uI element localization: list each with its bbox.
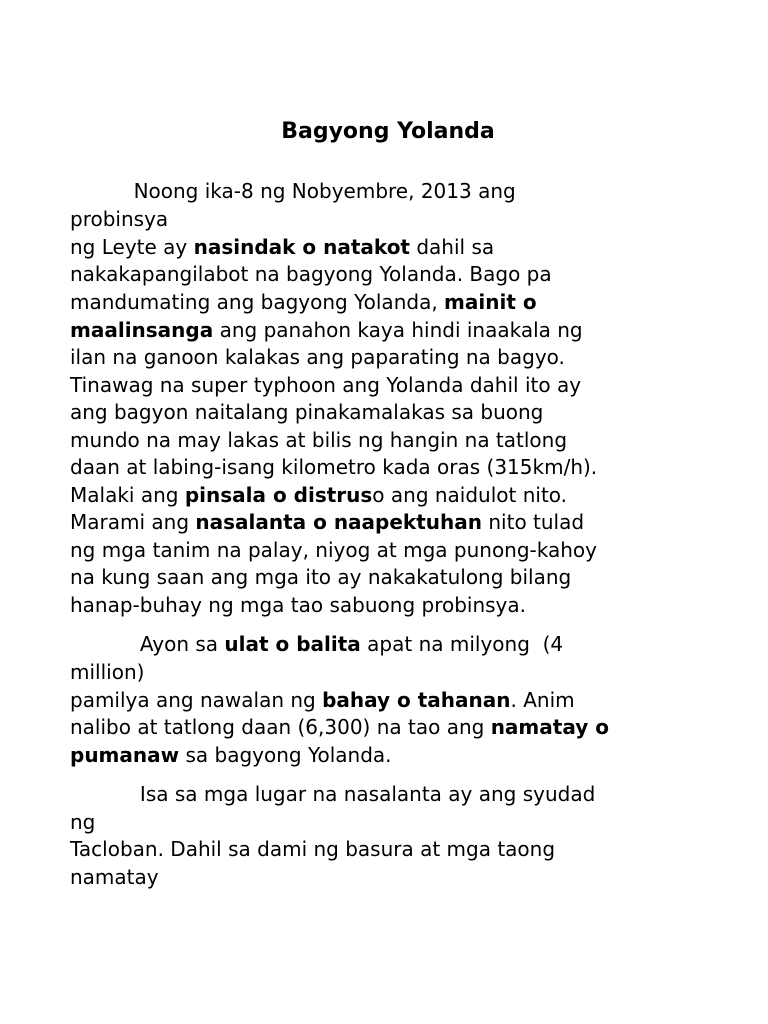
- bold-phrase: maalinsanga: [70, 318, 214, 342]
- bold-phrase: mainit o: [444, 290, 537, 314]
- text-line: [70, 343, 565, 371]
- text-run: sa bagyong Yolanda.: [179, 743, 392, 767]
- text-run: namatay: [70, 865, 159, 889]
- text-line: [70, 780, 595, 808]
- bold-phrase: pumanaw: [70, 743, 180, 767]
- text-run: ang bagyon naitalang pinakamalakas sa buong: [70, 400, 544, 424]
- text-run: Isa sa mga lugar na nasalanta ay ang syudad: [70, 782, 596, 806]
- text-line: [70, 371, 581, 399]
- text-line: [70, 288, 537, 316]
- text-run: daan at labing-isang kilometro kada oras (315km/h).: [70, 455, 598, 479]
- text-line: [70, 398, 543, 426]
- text-line: [70, 591, 526, 619]
- text-line: [70, 205, 168, 233]
- bold-phrase: namatay o: [490, 715, 609, 739]
- text-run: . Anim: [510, 688, 575, 712]
- text-line: [70, 686, 575, 714]
- bold-phrase: nasalanta o naapektuhan: [195, 510, 483, 534]
- bold-phrase: ulat o balita: [224, 632, 361, 656]
- text-line: [70, 713, 609, 741]
- text-line: [70, 835, 555, 863]
- text-run: hanap-buhay ng mga tao sabuong probinsya.: [70, 593, 527, 617]
- text-run: na kung saan ang mga ito ay nakakatulong bilang: [70, 565, 572, 589]
- text-line: [70, 563, 571, 591]
- text-run: mandumating ang bagyong Yolanda,: [70, 290, 445, 314]
- text-run: Tinawag na super typhoon ang Yolanda dahil ito ay: [70, 373, 582, 397]
- text-run: dahil sa: [410, 235, 495, 259]
- text-line: [70, 630, 563, 658]
- text-run: pamilya ang nawalan ng: [70, 688, 323, 712]
- text-run: Tacloban. Dahil sa dami ng basura at mga taong: [70, 837, 556, 861]
- text-line: [70, 453, 597, 481]
- bold-phrase: pinsala o distrus: [184, 483, 373, 507]
- text-run: apat na milyong (4: [360, 632, 564, 656]
- text-run: ng mga tanim na palay, niyog at mga punong-kahoy: [70, 538, 598, 562]
- text-line: [70, 508, 584, 536]
- bold-phrase: nasindak o natakot: [193, 235, 410, 259]
- text-run: ng Leyte ay: [70, 235, 194, 259]
- text-run: ng: [70, 810, 96, 834]
- text-run: o ang naidulot nito.: [372, 483, 568, 507]
- text-run: Malaki ang: [70, 483, 185, 507]
- text-run: nalibo at tatlong daan (6,300) na tao ang: [70, 715, 491, 739]
- text-line: [70, 260, 552, 288]
- text-run: ang panahon kaya hindi inaakala ng: [213, 318, 583, 342]
- text-line: [70, 426, 567, 454]
- text-run: ilan na ganoon kalakas ang paparating na bagyo.: [70, 345, 565, 369]
- text-run: probinsya: [70, 207, 169, 231]
- bold-phrase: bahay o tahanan: [322, 688, 511, 712]
- text-run: Marami ang: [70, 510, 196, 534]
- document-title: Bagyong Yolanda: [281, 119, 495, 144]
- text-line: [70, 233, 494, 261]
- text-line: [70, 177, 516, 205]
- text-run: mundo na may lakas at bilis ng hangin na tatlong: [70, 428, 568, 452]
- text-run: Ayon sa: [70, 632, 225, 656]
- text-line: [70, 658, 144, 686]
- text-run: nakakapangilabot na bagyong Yolanda. Bago pa: [70, 262, 552, 286]
- text-run: million): [70, 660, 145, 684]
- text-line: [70, 536, 597, 564]
- text-line: [70, 863, 159, 891]
- text-line: [70, 316, 583, 344]
- text-run: Noong ika-8 ng Nobyembre, 2013 ang: [70, 179, 516, 203]
- text-line: [70, 741, 392, 769]
- text-run: nito tulad: [482, 510, 585, 534]
- text-line: [70, 481, 567, 509]
- text-line: [70, 808, 95, 836]
